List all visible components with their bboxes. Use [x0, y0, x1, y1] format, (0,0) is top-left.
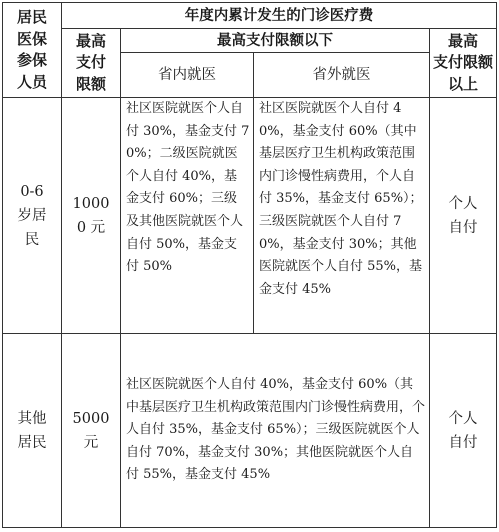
- cell-line: 个人: [448, 410, 478, 427]
- header-max-payment-limit: [62, 29, 121, 98]
- cell-line: 其他: [17, 410, 47, 427]
- table-row: [3, 334, 497, 528]
- cell-line: 民: [24, 231, 40, 248]
- cell-merged-other: [121, 334, 430, 528]
- header-insured-residents: [3, 3, 62, 98]
- cell-text: 社区医院就医个人自付 40%，基金支付 60%（其中基层医疗卫生机构政策范围内门诊慢性病费用，个人自付 35%，基金支付 65%）；三级医院就医个人自付 70%，基金支付 30%；其他医院就医个人自付 55%，基金支付 45%: [259, 101, 423, 297]
- row-limit-other: [62, 334, 121, 528]
- cell-line: 自付: [448, 219, 478, 236]
- cell-line: 岁居: [17, 207, 47, 224]
- cell-text: 社区医院就医个人自付 40%，基金支付 60%（其中基层医疗卫生机构政策范围内门诊慢性病费用，个人自付 35%，基金支付 65%）；三级医院就医个人自付 70%，基金支付 30%；其他医院就医个人自付 55%，基金支付 45%: [126, 377, 426, 483]
- header-line: 最高: [75, 31, 106, 50]
- header-above-limit: [430, 29, 497, 98]
- outpatient-reimbursement-table: [2, 2, 497, 528]
- header-annual-outpatient-cost: 年度内累计发生的门诊医疗费: [62, 3, 497, 29]
- row-group-children: [3, 98, 62, 334]
- header-out-province: 省外就医: [254, 53, 430, 98]
- cell-line: 个人: [448, 195, 478, 212]
- table-row: [3, 98, 497, 334]
- cell-above-limit-other: [430, 334, 497, 528]
- cell-line: 0 元: [76, 219, 106, 236]
- cell-text: 社区医院就医个人自付 30%，基金支付 70%；二级医院就医个人自付 40%，基金支付 60%；三级及其他医院就医个人自付 50%，基金支付 50%: [126, 101, 250, 275]
- cell-above-limit-children: [430, 98, 497, 334]
- header-line: 参保: [16, 51, 47, 69]
- cell-in-province-children: [121, 98, 254, 334]
- row-group-other: [3, 334, 62, 528]
- header-line: 人员: [16, 72, 47, 91]
- cell-line: 元: [83, 434, 99, 451]
- header-line: 支付限额: [432, 53, 493, 72]
- header-line: 居民: [16, 8, 47, 26]
- cell-line: 自付: [448, 434, 478, 451]
- cell-line: 0-6: [20, 183, 44, 200]
- cell-out-province-children: [254, 98, 430, 334]
- header-line: 限额: [75, 74, 106, 93]
- header-line: 以上: [447, 74, 478, 93]
- cell-line: 1000: [72, 195, 110, 212]
- header-line: 最高: [447, 31, 478, 50]
- header-below-limit: 最高支付限额以下: [121, 29, 430, 53]
- header-in-province: 省内就医: [121, 53, 254, 98]
- header-line: 支付: [75, 53, 106, 72]
- header-line: 医保: [16, 29, 47, 48]
- cell-line: 居民: [17, 434, 47, 451]
- cell-line: 5000: [72, 410, 110, 427]
- row-limit-children: [62, 98, 121, 334]
